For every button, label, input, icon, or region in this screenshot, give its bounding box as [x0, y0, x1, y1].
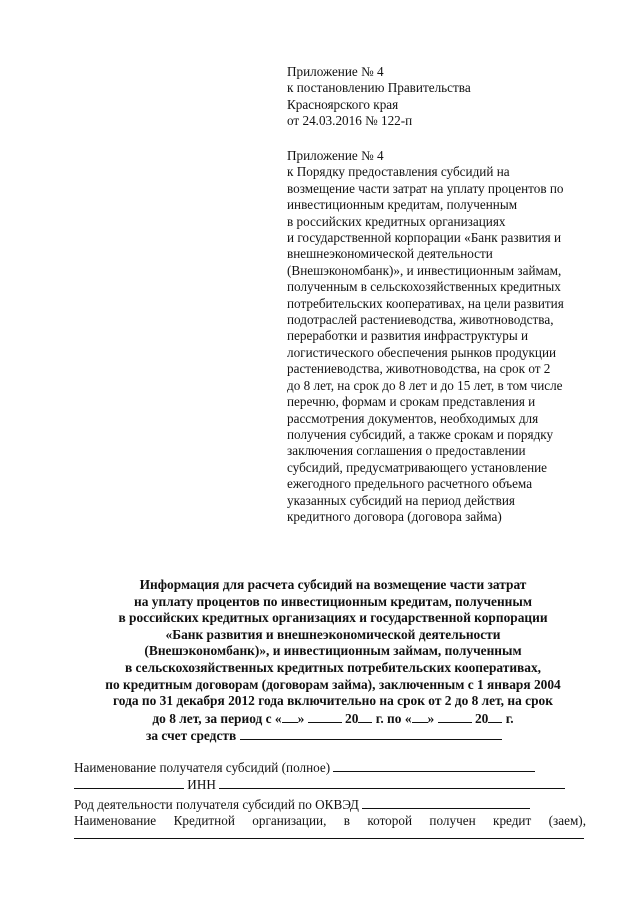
period-line: [68, 710, 598, 728]
appendix-order-line: к Порядку предоставления субсидий на: [287, 164, 510, 180]
appendix-order-line: полученным в сельскохозяйственных кредитных: [287, 279, 561, 295]
bank-row: [74, 812, 586, 829]
form-title-line: (Внешэкономбанк)», и инвестиционным займам, полученным: [144, 643, 522, 659]
appendix-header-line: к постановлению Правительства: [287, 80, 471, 96]
period-quote: »: [427, 710, 435, 726]
appendix-order-line: внешнеэкономической деятельности: [287, 246, 493, 262]
okved-label: Род деятельности получателя субсидий по ОКВЭД: [74, 797, 359, 812]
inn-label: ИНН: [187, 777, 216, 792]
appendix-order-line: в российских кредитных организациях: [287, 213, 506, 229]
form-title-line: «Банк развития и внешнеэкономической деятельности: [165, 626, 501, 642]
appendix-order-line: переработки и развития инфраструктуры и: [287, 328, 529, 344]
recipient-name-label: Наименование получателя субсидий (полное): [74, 760, 331, 775]
appendix-header: [287, 64, 607, 130]
appendix-order-line: указанных субсидий на период действия: [287, 492, 515, 508]
appendix-order-line: инвестиционным кредитам, полученным: [287, 197, 518, 213]
appendix-order-line: и государственной корпорации «Банк развития и: [287, 230, 562, 246]
period-end-year-field[interactable]: [488, 710, 502, 723]
recipient-name-continuation-field[interactable]: [74, 776, 184, 789]
inn-field[interactable]: [219, 776, 565, 789]
period-start-day-field[interactable]: [282, 710, 298, 723]
form-title-line: на уплату процентов по инвестиционным кредитам, полученным: [134, 593, 532, 609]
funds-source-field[interactable]: [240, 727, 502, 740]
appendix-order-line: растениеводства, животноводства, на срок от 2: [287, 361, 551, 377]
okved-field[interactable]: [362, 796, 530, 809]
period-end-day-field[interactable]: [412, 710, 428, 723]
appendix-order-line: до 8 лет, на срок до 8 лет и до 15 лет, в том числе: [287, 377, 563, 393]
appendix-order-line: перечню, формам и срокам представления и: [287, 394, 536, 410]
bank-label: Наименование Кредитной организации, в которой получен кредит (заем),: [74, 813, 586, 828]
appendix-order-line: подотраслей растениеводства, животноводства,: [287, 312, 554, 328]
period-end-month-field[interactable]: [438, 710, 472, 723]
funds-line: [68, 727, 598, 745]
bank-name-field[interactable]: [74, 838, 584, 839]
appendix-order-line: Приложение № 4: [287, 148, 384, 163]
period-start-year-field[interactable]: [358, 710, 372, 723]
recipient-name-row: [74, 759, 535, 776]
form-title-line: года по 31 декабря 2012 года включительно на срок от 2 до 8 лет, на срок: [113, 693, 553, 709]
appendix-order-line: заключения соглашения о предоставлении: [287, 443, 526, 459]
period-suffix: г.: [505, 710, 514, 726]
recipient-name-field[interactable]: [333, 759, 535, 772]
appendix-order-line: логистического обеспечения рынков продукции: [287, 344, 557, 360]
form-title: [68, 577, 598, 745]
appendix-order-line: потребительских кооперативах, на цели развития: [287, 295, 564, 311]
form-title-line: в сельскохозяйственных кредитных потребительских кооперативах,: [124, 659, 542, 675]
appendix-order-line: получения субсидий, а также срокам и порядку: [287, 426, 554, 442]
appendix-order-line: рассмотрения документов, необходимых для: [287, 410, 539, 426]
appendix-order-line: ежегодного предельного расчетного объема: [287, 476, 533, 492]
period-year-prefix: 20: [474, 710, 489, 726]
form-title-line: по кредитным договорам (договорам займа), заключенным с 1 января 2004: [105, 676, 561, 692]
okved-row: [74, 796, 530, 813]
period-prefix: до 8 лет, за период с «: [152, 710, 282, 726]
appendix-order-line: субсидий, предусматривающего установление: [287, 459, 548, 475]
period-mid: г. по «: [375, 710, 412, 726]
period-quote: »: [297, 710, 305, 726]
appendix-order-line: кредитного договора (договора займа): [287, 508, 502, 524]
appendix-header-line: от 24.03.2016 № 122-п: [287, 113, 413, 129]
period-start-month-field[interactable]: [308, 710, 342, 723]
period-year-prefix: 20: [345, 710, 359, 726]
appendix-header-line: Приложение № 4: [287, 64, 384, 79]
inn-row: [74, 776, 565, 793]
funds-label: за счет средств: [146, 728, 237, 744]
form-title-line: Информация для расчета субсидий на возмещение части затрат: [139, 577, 527, 592]
appendix-header-line: Красноярского края: [287, 96, 399, 112]
appendix-order: [287, 148, 607, 525]
appendix-order-line: возмещение части затрат на уплату процентов по: [287, 180, 564, 196]
form-title-line: в российских кредитных организациях и государственной корпорации: [118, 610, 548, 626]
appendix-order-line: (Внешэкономбанк)», и инвестиционным займам,: [287, 262, 562, 278]
